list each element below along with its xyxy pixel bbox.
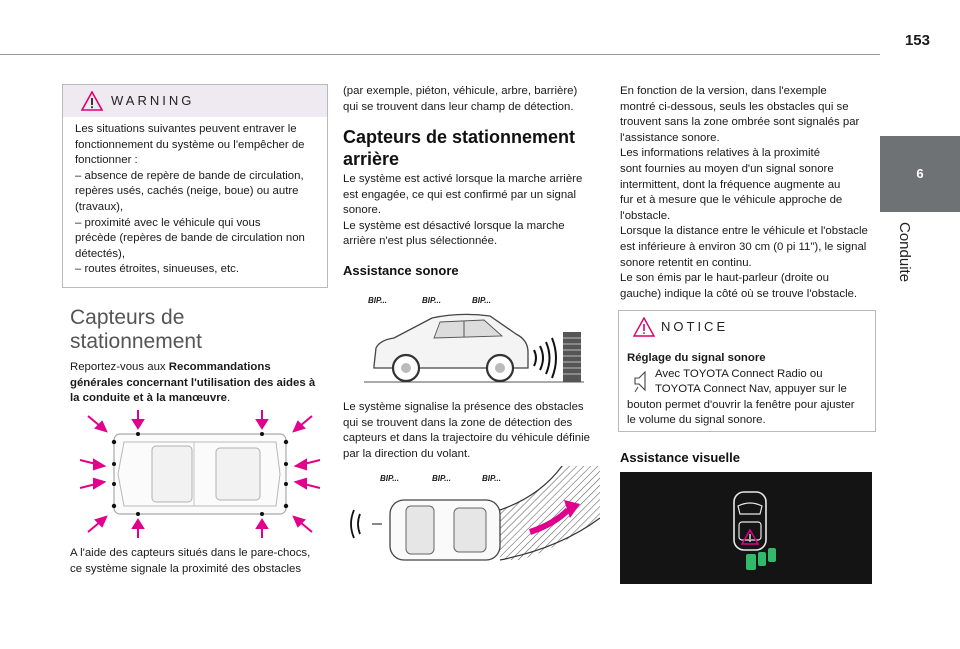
intro-paragraph xyxy=(70,360,332,407)
top-divider xyxy=(0,54,880,55)
notice-box xyxy=(618,310,876,432)
visual-assist-screen xyxy=(620,472,872,584)
bip-label: BIP... xyxy=(432,474,451,483)
chapter-label: Conduite xyxy=(896,222,913,283)
warning-title: WARNING xyxy=(111,93,195,108)
bip-label: BIP... xyxy=(368,296,387,305)
text-line: l'obstacle. xyxy=(620,209,671,222)
col3-paragraph xyxy=(620,84,884,302)
chapter-tab[interactable]: 6 xyxy=(880,136,960,212)
warning-line: fonctionnement du système ou l'empêcher de xyxy=(75,138,305,151)
text-line: sonore. xyxy=(343,204,381,217)
intro-bold: générales concernant l'utilisation des aides à xyxy=(70,376,316,389)
caption-line: ce système signale la proximité des obstacles xyxy=(70,562,302,575)
warning-line: détectés), xyxy=(75,247,126,260)
rear-sensors-paragraph xyxy=(343,172,605,250)
speaker-icon xyxy=(633,369,649,393)
notice-text xyxy=(627,351,871,429)
warning-line: fonctionner : xyxy=(75,154,138,167)
notice-line: bouton permet d'ouvrir la fenêtre pour ajuster xyxy=(627,398,855,411)
text-line: intermittent, dont la fréquence augmente au xyxy=(620,178,841,191)
audio-assist-illustration xyxy=(360,294,590,386)
warning-text xyxy=(63,117,327,286)
text-line: Lorsque la distance entre le véhicule et l'obstacle xyxy=(620,225,868,238)
text-line: fur et à mesure que le véhicule approche de xyxy=(620,194,843,207)
notice-heading: Réglage du signal sonore xyxy=(627,352,766,364)
caption-line: A l'aide des capteurs situés dans le pare-chocs, xyxy=(70,547,311,559)
text-line: sont fournies au moyen d'un signal sonore xyxy=(620,162,834,175)
notice-title: NOTICE xyxy=(661,319,729,334)
warning-header xyxy=(63,85,327,117)
warning-line: – proximité avec le véhicule qui vous xyxy=(75,216,261,229)
car-side-view xyxy=(360,306,590,386)
page-number: 153 xyxy=(904,32,930,49)
text-line: Le système est activé lorsque la marche arrière xyxy=(343,173,583,185)
warning-line: Les situations suivantes peuvent entraver le xyxy=(75,123,297,135)
car-sensors-illustration xyxy=(66,408,328,542)
subheading-visual-assist: Assistance visuelle xyxy=(620,450,740,465)
notice-line: le volume du signal sonore. xyxy=(627,414,766,427)
warning-box xyxy=(62,84,328,288)
trajectory-illustration xyxy=(350,466,600,566)
text-line: est inférieure à environ 30 cm (0 pi 11"), le signal xyxy=(620,240,867,253)
intro-bold: Recommandations xyxy=(168,361,271,373)
section-heading-rear-sensors xyxy=(343,126,605,170)
text-line: Le système est désactivé lorsque la marche xyxy=(343,219,565,232)
bip-label: BIP... xyxy=(380,474,399,483)
bip-label: BIP... xyxy=(472,296,491,305)
bip-label: BIP... xyxy=(482,474,501,483)
caption-line: Le système signalise la présence des obstacles xyxy=(343,401,584,413)
text-line: Le son émis par le haut-parleur (droite ou xyxy=(620,272,829,285)
text-line: (par exemple, piéton, véhicule, arbre, barrière) xyxy=(343,85,578,97)
notice-header xyxy=(619,311,875,343)
text-line: qui se trouvent dans leur champ de détection. xyxy=(343,100,574,113)
subheading-audio-assist: Assistance sonore xyxy=(343,263,459,278)
caption-line: qui se trouvent dans la zone de détection des xyxy=(343,416,573,429)
visual-assist-car-icon xyxy=(720,488,780,580)
caption-line: capteurs et dans la trajectoire du véhicule définie xyxy=(343,432,590,445)
caption-sensors xyxy=(70,546,332,577)
continued-text xyxy=(343,84,605,115)
text-line: l'assistance sonore. xyxy=(620,131,720,144)
section-heading-parking-sensors xyxy=(70,306,330,354)
text-line: est engagée, ce qui est confirmé par un signal xyxy=(343,188,577,201)
warning-line: (travaux), xyxy=(75,200,124,213)
notice-triangle-icon xyxy=(633,317,655,337)
text-line: Les informations relatives à la proximité xyxy=(620,147,821,160)
text-line: montré ci-dessous, seuls les obstacles qui se xyxy=(620,100,849,113)
bip-label: BIP... xyxy=(422,296,441,305)
warning-line: – routes étroites, sinueuses, etc. xyxy=(75,263,239,276)
text-line: arrière n'est plus sélectionnée. xyxy=(343,235,498,248)
heading-line: stationnement xyxy=(70,330,202,353)
warning-line: précède (repères de bande de circulation non xyxy=(75,232,305,245)
notice-line: TOYOTA Connect Nav, appuyer sur le xyxy=(655,383,847,396)
notice-line: Avec TOYOTA Connect Radio ou xyxy=(655,367,823,380)
warning-line: – absence de repère de bande de circulation, xyxy=(75,169,304,182)
text-line: gauche) indique la côté où se trouve l'obstacle. xyxy=(620,287,858,300)
heading-line: arrière xyxy=(343,149,400,169)
heading-line: Capteurs de stationnement xyxy=(343,127,576,147)
caption-line: par la direction du volant. xyxy=(343,447,471,460)
car-top-trajectory xyxy=(350,466,600,566)
caption-audio-assist xyxy=(343,400,605,462)
intro-suffix: . xyxy=(226,392,231,405)
text-line: En fonction de la version, dans l'exemple xyxy=(620,85,827,97)
text-line: sonore retentit en continu. xyxy=(620,256,752,269)
intro-bold: la conduite et à la manœuvre xyxy=(70,392,227,405)
heading-line: Capteurs de xyxy=(70,306,185,329)
warning-line: repères usés, cachés (neige, boue) ou autre xyxy=(75,185,299,198)
warning-triangle-icon xyxy=(81,91,103,111)
intro-prefix: Reportez-vous aux xyxy=(70,361,169,373)
text-line: trouvent sans la zone ombrée sont signalés par xyxy=(620,116,860,129)
